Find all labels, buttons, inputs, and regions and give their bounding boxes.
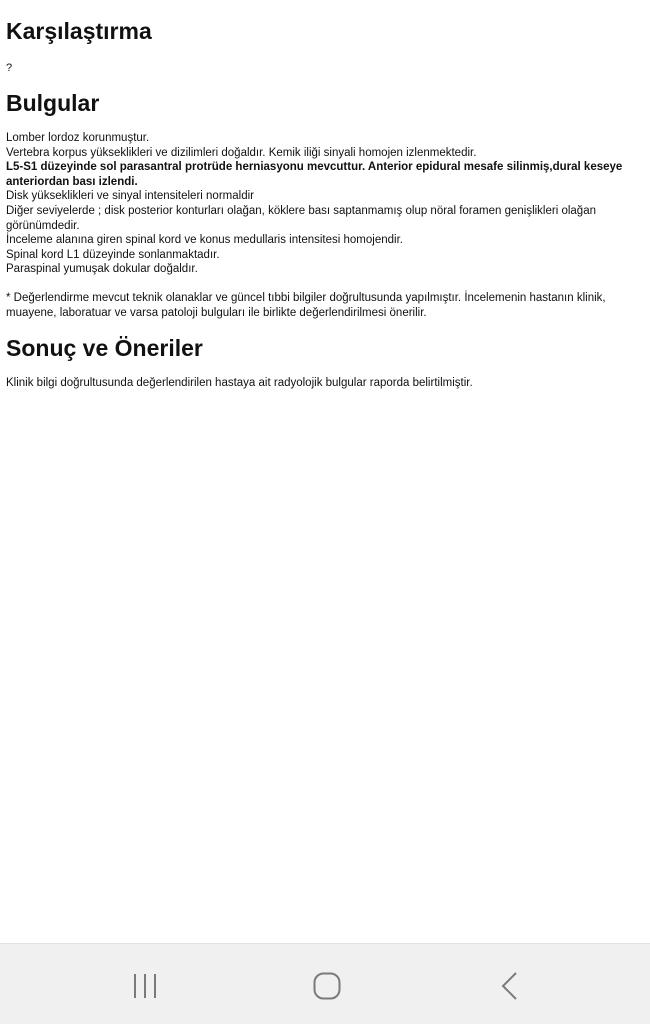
key-finding: L5-S1 düzeyinde sol parasantral protrüde herniasyonu mevcuttur. Anterior epidural mesafe silinmiş,dural keseye anteriordan bası izlendi. — [6, 161, 623, 188]
conclusion-text: Klinik bilgi doğrultusunda değerlendirilen hastaya ait radyolojik bulgular raporda belirtilmiştir. — [6, 377, 473, 389]
finding-line: Paraspinal yumuşak dokular doğaldır. — [6, 263, 198, 276]
finding-line: Spinal kord L1 düzeyinde sonlanmaktadır. — [6, 248, 220, 261]
home-icon — [312, 971, 342, 1001]
finding-line: Diğer seviyelerde ; disk posterior konturları olağan, köklere bası saptanmamış olup nöral foramen genişlikleri olağan görünümdedir. — [6, 204, 596, 232]
back-icon — [495, 971, 525, 1001]
finding-line: Disk yükseklikleri ve sinyal intensiteleri normaldir — [6, 190, 254, 203]
disclaimer-text: * Değerlendirme mevcut teknik olanaklar ve güncel tıbbi bilgiler doğrultusunda yapılmıştır. İncelemenin hastanın klinik, muayene, laboratuar ve varsa patoloji bulguları ile birlikte değerlendirilmesi önerilir. — [6, 292, 606, 319]
system-navigation-bar — [0, 943, 650, 1024]
home-button[interactable] — [303, 966, 351, 1006]
finding-line: Lomber lordoz korunmuştur. — [6, 132, 150, 144]
comparison-text: ? — [6, 62, 13, 74]
conclusion-heading: Sonuç ve Öneriler — [6, 335, 203, 361]
finding-line: Vertebra korpus yükseklikleri ve dizilimleri doğaldır. Kemik iliği sinyali homojen izlenmektedir. — [6, 146, 477, 159]
recents-button[interactable] — [121, 966, 169, 1006]
back-button[interactable] — [486, 966, 534, 1006]
findings-heading: Bulgular — [6, 90, 100, 116]
comparison-heading: Karşılaştırma — [6, 18, 152, 44]
finding-line: İnceleme alanına giren spinal kord ve konus medullaris intensitesi homojendir. — [6, 234, 403, 247]
findings-body — [6, 131, 642, 277]
recents-icon — [130, 971, 160, 1001]
